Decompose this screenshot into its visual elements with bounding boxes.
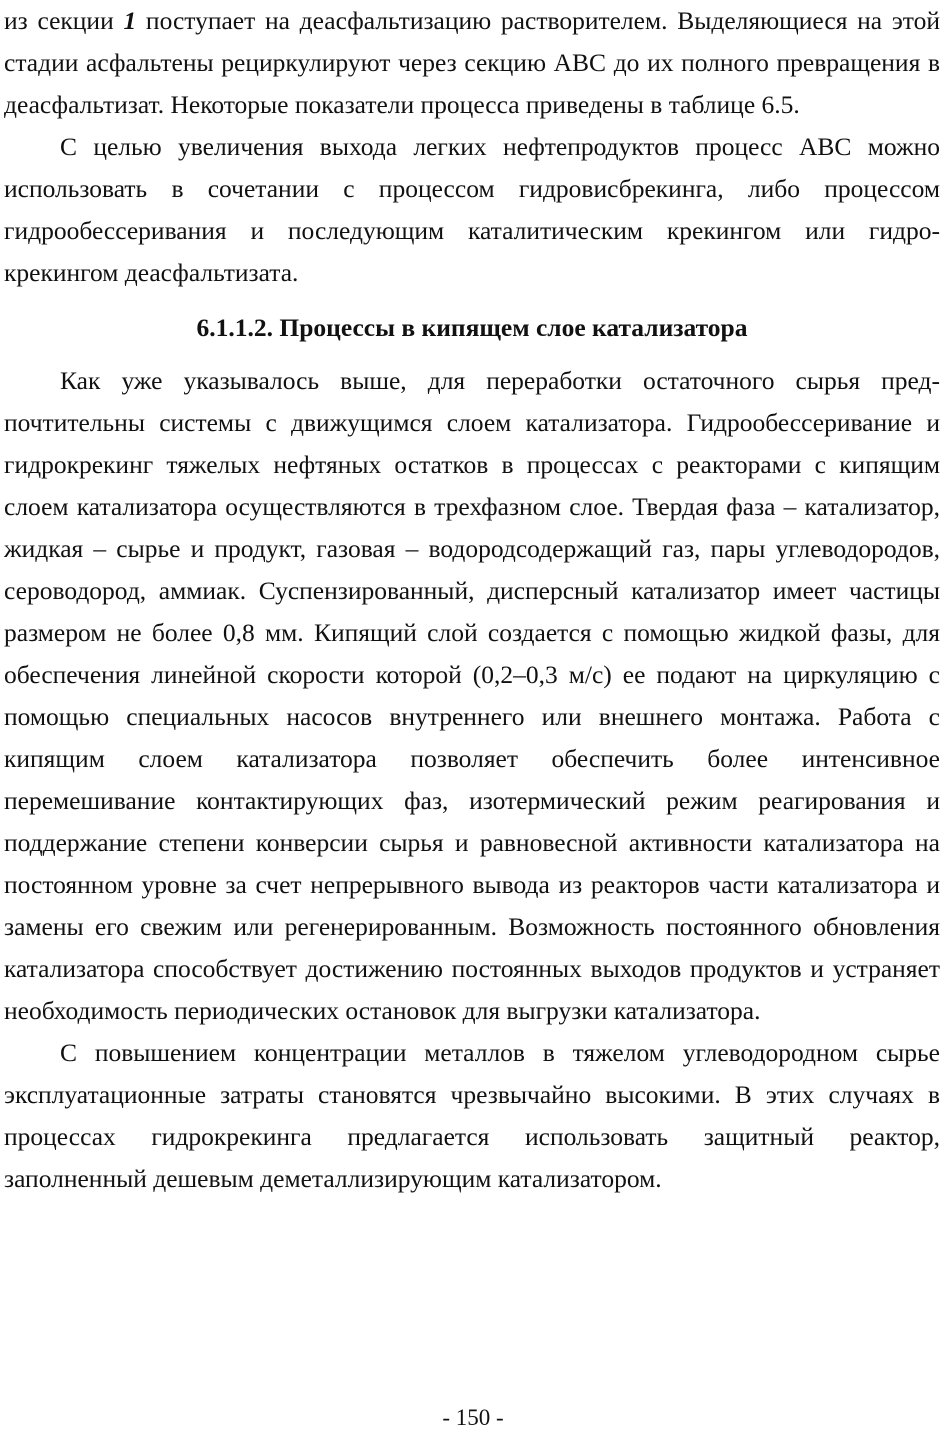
- paragraph-text: поступает на деасфальтизацию растворителем. Выделяющиеся на этой стадии асфальтены рециркулируют через секцию АВС до их полного превращения в деасфальтизат. Некоторые показатели процесса приведены в таблице 6.5.: [4, 6, 940, 119]
- section-number: 1: [123, 6, 137, 35]
- paragraph-continuation: [4, 0, 940, 126]
- paragraph-fluidized-bed: Как уже указывалось выше, для переработки остаточного сырья предпочтительны системы с движущимся слоем катализатора. Гидрообессеривание и гидрокрекинг тяжелых нефтяных остатков в процессах с реакторами с кипящим слоем катализатора осуществляются в трехфазном слое. Твердая фаза – катализатор, жидкая – сырье и продукт, газовая – водородсодержащий газ, пары углеводородов, сероводород, аммиак. Суспензированный, дисперсный катализатор имеет частицы размером не более 0,8 мм. Кипящий слой создается с помощью жидкой фазы, для обеспечения линейной скорости которой (0,2–0,3 м/с) ее подают на циркуляцию с помощью специальных насосов внутреннего или внешнего монтажа. Работа с кипящим слоем катализатора позволяет обеспечить более интенсивное перемешивание контактирующих фаз, изотермический режим реагирования и поддержание степени конверсии сырья и равновесной активности катализатора на постоянном уровне за счет непрерывного вывода из реакторов части катализатора и замены его свежим или регенерированным. Возможность постоянного обновления катализатора способствует достижению постоянных выходов продуктов и устраняет необходимость периодических остановок для выгрузки катализатора.: [4, 366, 940, 1025]
- paragraph-avs-combination: С целью увеличения выхода легких нефтепродуктов процесс АВС можно использовать в сочетании с процессом гидровисбрекинга, либо процессом гидрообессеривания и последующим каталитическим крекингом или гидрокрекингом деасфальтизата.: [4, 132, 940, 287]
- paragraph-text: из секции: [4, 6, 124, 35]
- paragraph-metals-concentration: С повышением концентрации металлов в тяжелом углеводородном сырье эксплуатационные затраты становятся чрезвычайно высокими. В этих случаях в процессах гидрокрекинга предлагается использовать защитный реактор, заполненный дешевым деметаллизирующим катализатором.: [4, 1038, 940, 1193]
- page-number: - 150 -: [442, 1405, 504, 1430]
- page-body: [4, 0, 940, 1200]
- section-heading: 6.1.1.2. Процессы в кипящем слое катализатора: [196, 313, 748, 342]
